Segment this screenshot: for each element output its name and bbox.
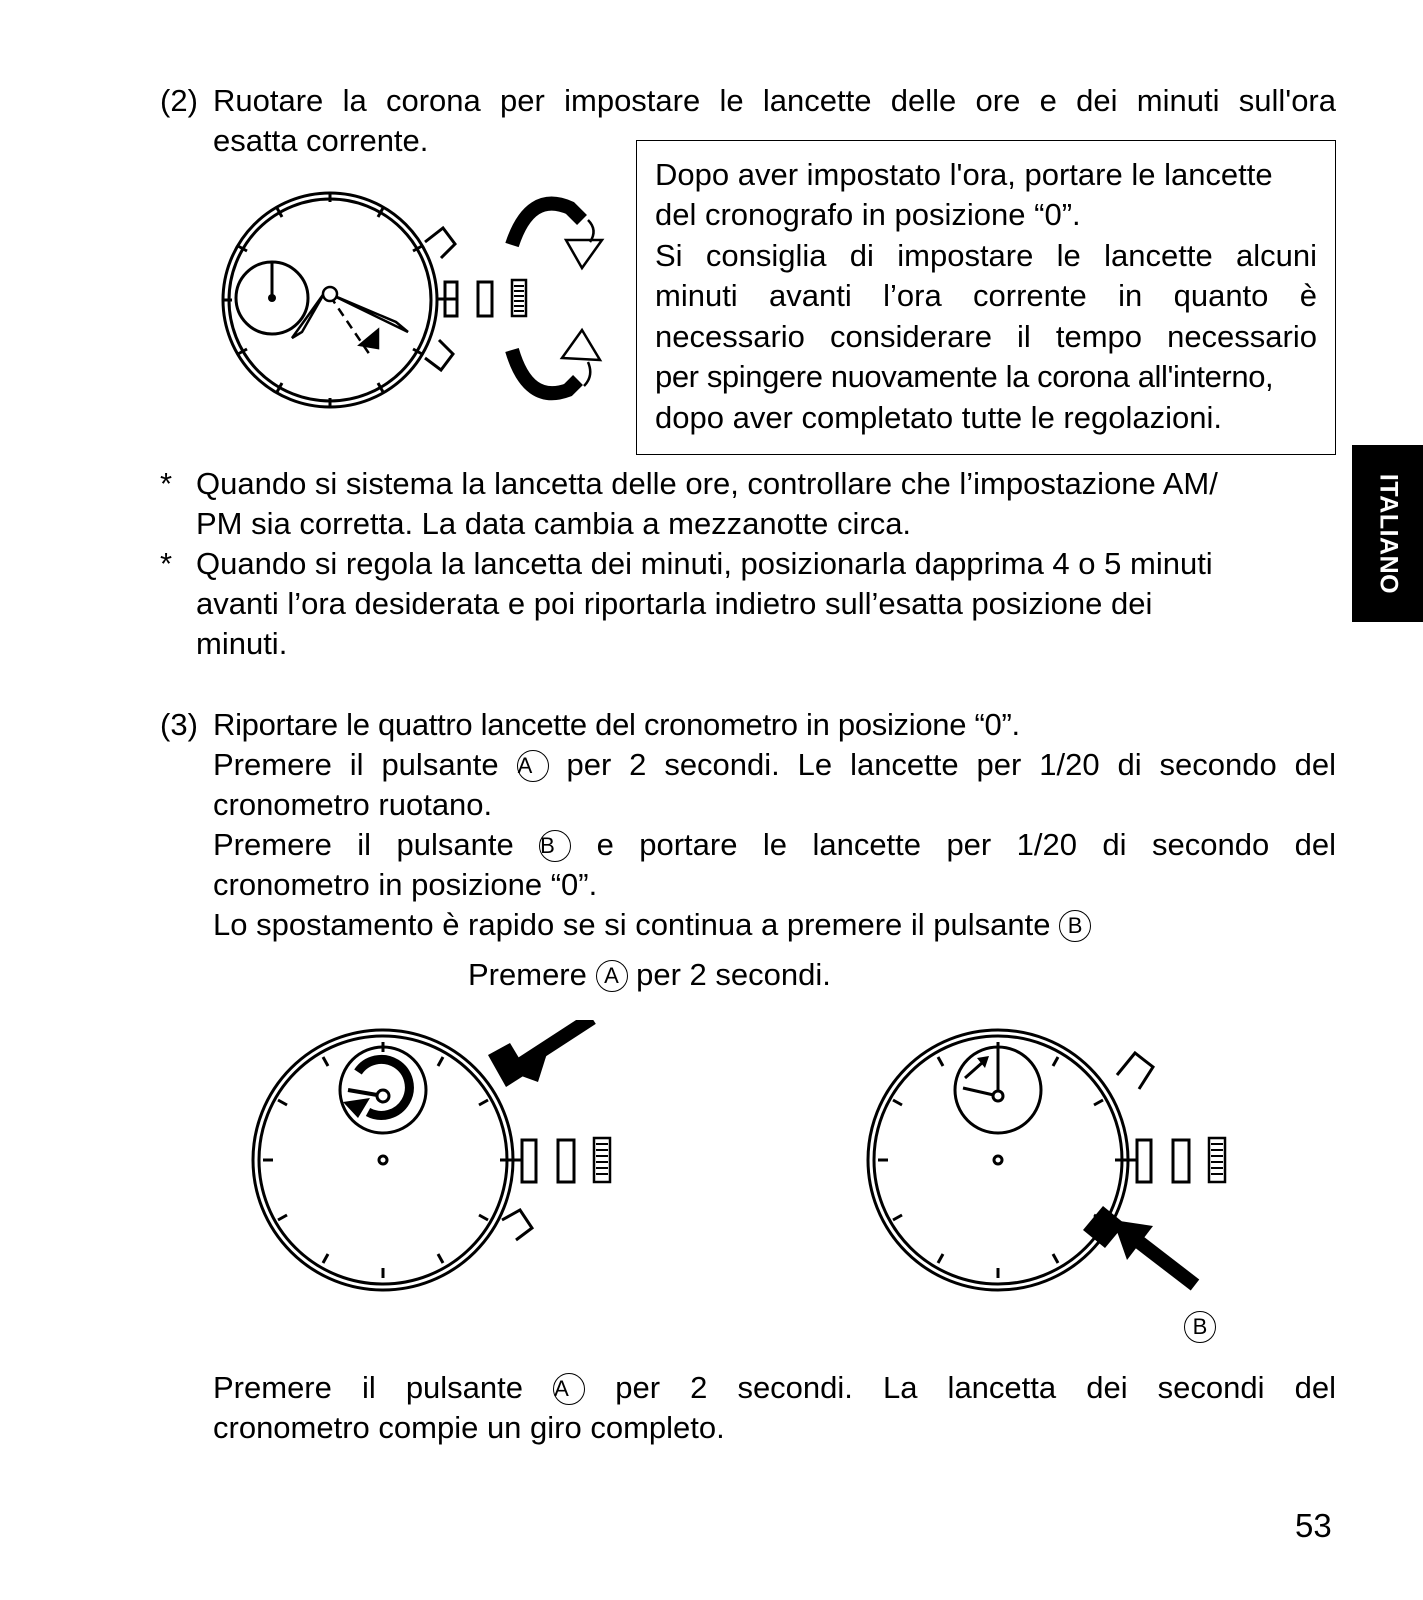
- language-tab-label: ITALIANO: [1374, 473, 1402, 594]
- button-a-symbol: A: [596, 960, 628, 992]
- caption: [468, 955, 831, 995]
- button-b-symbol: B: [539, 830, 571, 862]
- final-line1-b: per 2 secondi. La lancetta dei secondi del: [615, 1370, 1336, 1405]
- note-line7: dopo aver completato tutte le regolazioni.: [655, 400, 1222, 435]
- diagram-button-b-label: [1184, 1306, 1216, 1346]
- step3-line6: [213, 905, 1091, 945]
- step2-number: (2): [160, 83, 198, 118]
- step2-line2: esatta corrente.: [213, 123, 429, 158]
- bullet1-mark: *: [160, 466, 173, 501]
- note-box: [636, 140, 1336, 455]
- caption-before: Premere: [468, 957, 587, 992]
- bullet2-line1: Quando si regola la lancetta dei minuti, posizionarla dapprima 4 o 5 minuti: [196, 546, 1213, 581]
- bullet1-line2: PM sia corretta. La data cambia a mezzanotte circa.: [196, 506, 912, 541]
- note-line2: del cronografo in posizione “0”.: [655, 197, 1081, 232]
- step3-number: (3): [160, 707, 198, 742]
- step3-line4: [213, 825, 1336, 865]
- bullet2-line3: minuti.: [196, 626, 288, 661]
- caption-after: per 2 secondi.: [636, 957, 831, 992]
- button-a-symbol: A: [517, 750, 549, 782]
- button-b-symbol: B: [1184, 1311, 1216, 1343]
- watch-diagram-set-time: [210, 180, 630, 430]
- watch-diagram-press-b: [855, 1020, 1255, 1310]
- note-line3: Si consiglia di impostare le lancette alcuni: [655, 238, 1317, 273]
- step3-line4-b: e portare le lancette per 1/20 di secondo del: [596, 827, 1336, 862]
- step3-line2-b: per 2 secondi. Le lancette per 1/20 di secondo del: [566, 747, 1336, 782]
- step3-line5: cronometro in posizione “0”.: [213, 867, 598, 902]
- note-line6: per spingere nuovamente la corona all'interno,: [655, 359, 1274, 394]
- final-line2: cronometro compie un giro completo.: [213, 1410, 725, 1445]
- step3-line2: [213, 745, 1336, 785]
- page-number: 53: [1295, 1507, 1332, 1544]
- bullet2-line2: avanti l’ora desiderata e poi riportarla indietro sull’esatta posizione dei: [196, 586, 1153, 621]
- language-tab: [1352, 445, 1423, 622]
- step2-line1: Ruotare la corona per impostare le lancette delle ore e dei minuti sull'ora: [213, 83, 1336, 118]
- bullet1-line1: Quando si sistema la lancetta delle ore, controllare che l’impostazione AM/: [196, 466, 1218, 501]
- watch-diagram-press-a: [240, 1020, 640, 1310]
- step3-line6-text: Lo spostamento è rapido se si continua a premere il pulsante: [213, 907, 1051, 942]
- step3-line4-a: Premere il pulsante: [213, 827, 514, 862]
- note-line4: minuti avanti l’ora corrente in quanto è: [655, 278, 1317, 313]
- step3-line3: cronometro ruotano.: [213, 787, 493, 822]
- note-line1: Dopo aver impostato l'ora, portare le lancette: [655, 157, 1273, 192]
- bullet2-mark: *: [160, 546, 173, 581]
- button-b-symbol: B: [1059, 910, 1091, 942]
- button-a-symbol: A: [553, 1373, 585, 1405]
- note-line5: necessario considerare il tempo necessario: [655, 319, 1317, 354]
- step3-line2-a: Premere il pulsante: [213, 747, 499, 782]
- step3-line1: Riportare le quattro lancette del cronometro in posizione “0”.: [213, 707, 1020, 742]
- final-line1: [213, 1368, 1336, 1408]
- final-line1-a: Premere il pulsante: [213, 1370, 524, 1405]
